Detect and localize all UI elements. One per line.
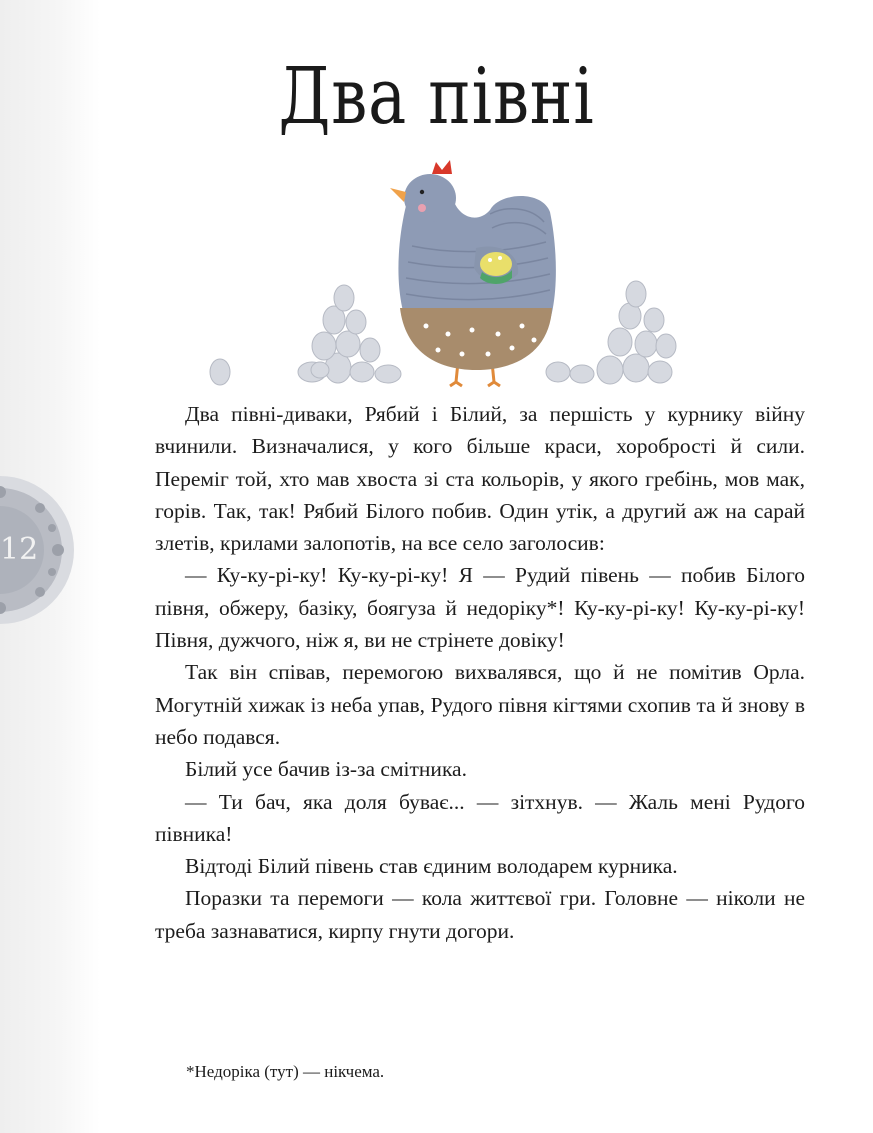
hen-illustration: [200, 150, 700, 390]
story-text: [155, 398, 805, 947]
story-paragraph: — Ти бач, яка доля буває... — зітхнув. — Жаль мені Рудого півника!: [155, 789, 805, 846]
egg-pile-left: [210, 285, 401, 385]
story-paragraph: Поразки та перемоги — кола життєвої гри. Головне — ніколи не треба зазнаватися, кирпу гнути догори.: [155, 886, 805, 943]
page-title: Два півні: [278, 52, 595, 142]
story-paragraph: — Ку-ку-рі-ку! Ку-ку-рі-ку! Я — Рудий півень — побив Білого півня, обжеру, базіку, боягуза й недоріку*! Ку-ку-рі-ку! Ку-ку-рі-ку! Півня, дужчого, ніж я, ви не стрінете довіку!: [155, 563, 805, 653]
story-paragraph: Два півні-диваки, Рябий і Білий, за першість у курнику війну вчинили. Визначалися, у кого більше краси, хоробрості й сили. Переміг той, хто мав хвоста зі ста кольорів, у якого гребінь, мов мак, горів. Так, так! Рябий Білого побив. Один утік, а другий аж на сарай злетів, крилами залопотів, на все село заголосив:: [155, 402, 805, 556]
egg-pile-right: [546, 281, 676, 384]
story-paragraph: Білий усе бачив із-за смітника.: [185, 757, 467, 782]
hen-head: [390, 160, 456, 222]
footnote: *Недоріка (тут) — нікчема.: [186, 1062, 385, 1081]
story-paragraph: Відтоді Білий півень став єдиним володарем курника.: [185, 854, 678, 879]
story-paragraph: Так він співав, перемогою вихвалявся, що й не помітив Орла. Могутній хижак із неба упав, Рудого півня кігтями схопив та й знову в небо подався.: [155, 660, 805, 749]
page-number: 12: [0, 532, 39, 567]
